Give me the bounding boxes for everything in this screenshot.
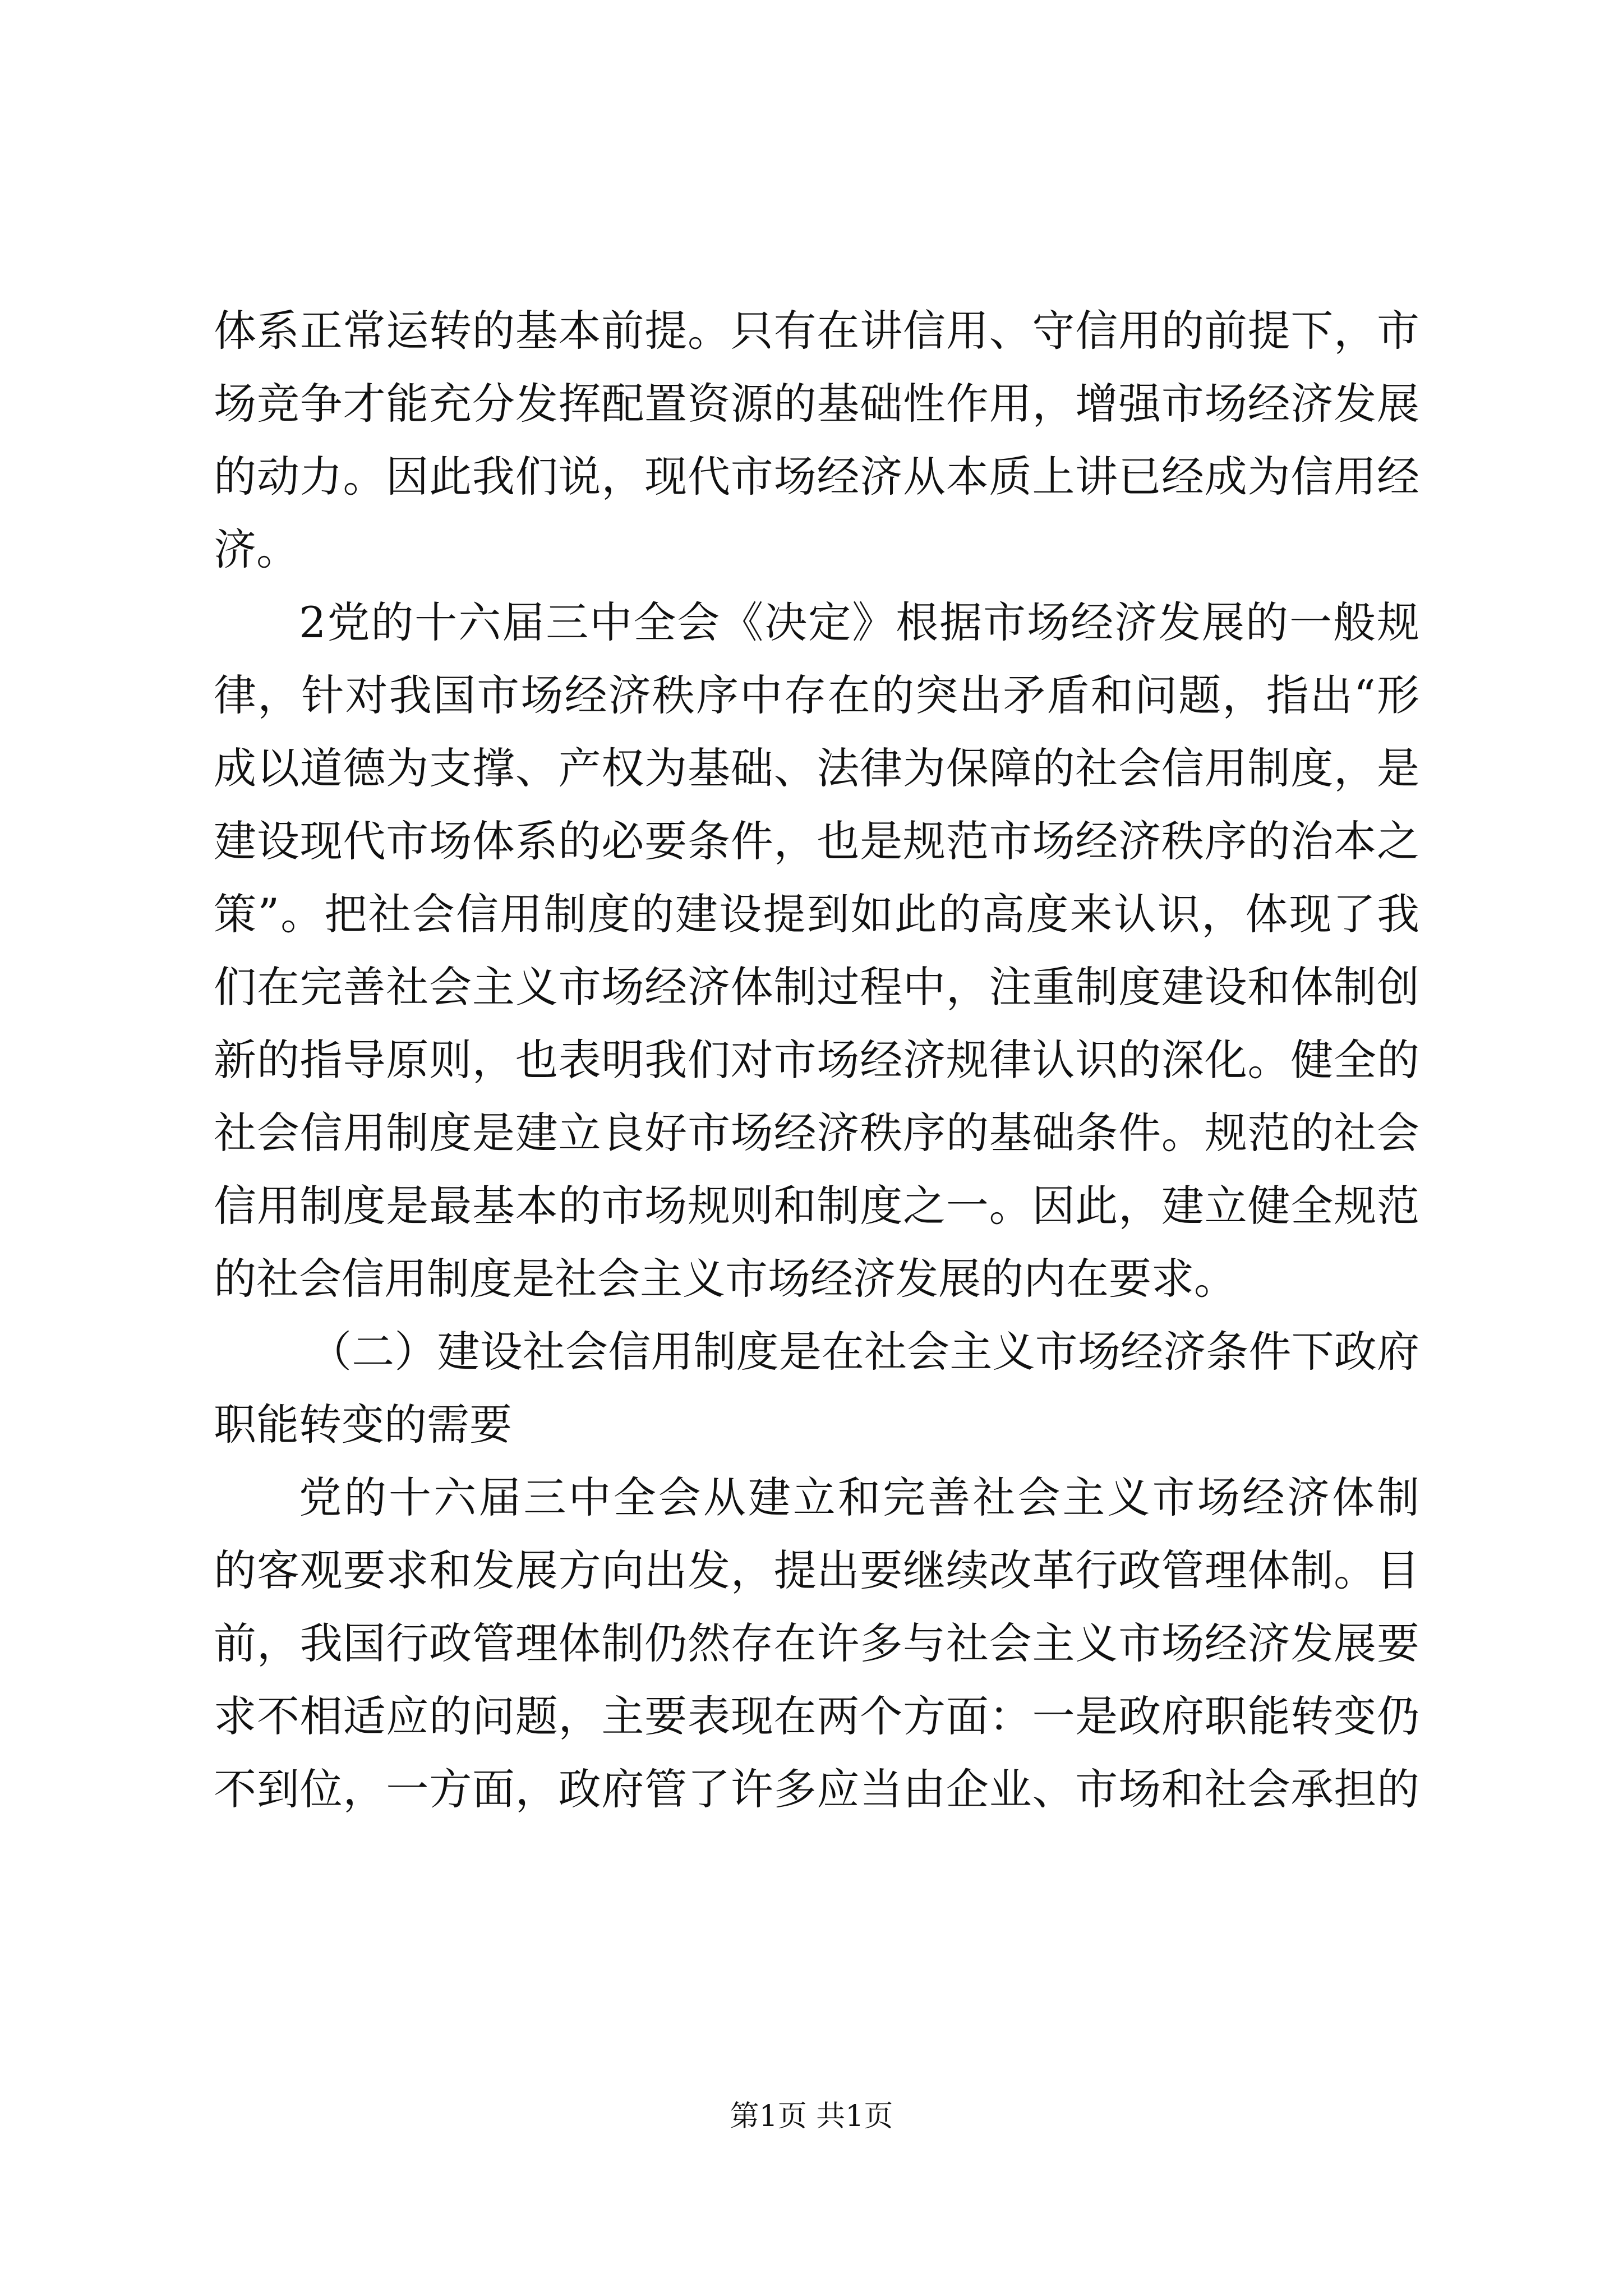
section-heading-line-1: （二）建设社会信用制度是在社会主义市场经济条件下政府 xyxy=(309,1327,1419,1377)
paragraph-4-line-5: 不到位，一方面，政府管了许多应当由企业、市场和社会承担的 xyxy=(214,1764,1419,1814)
paragraph-2-line-2: 律，针对我国市场经济秩序中存在的突出矛盾和问题，指出“形 xyxy=(214,670,1419,720)
document-body xyxy=(214,295,1419,1826)
paragraph-4-line-2: 的客观要求和发展方向出发，提出要继续改革行政管理体制。目 xyxy=(214,1545,1419,1595)
paragraph-2-line-1: 2党的十六届三中全会《决定》根据市场经济发展的一般规 xyxy=(299,597,1419,647)
paragraph-4-line-4: 求不相适应的问题，主要表现在两个方面：一是政府职能转变仍 xyxy=(214,1691,1419,1741)
page-footer: 第1页 共1页 xyxy=(730,2100,893,2133)
paragraph-1-line-3: 的动力。因此我们说，现代市场经济从本质上讲已经成为信用经 xyxy=(214,452,1419,501)
paragraph-2-line-7: 新的指导原则，也表明我们对市场经济规律认识的深化。健全的 xyxy=(214,1035,1419,1085)
paragraph-2-line-5: 策”。把社会信用制度的建设提到如此的高度来认识，体现了我 xyxy=(214,889,1419,939)
section-heading-line-2: 职能转变的需要 xyxy=(214,1400,512,1450)
paragraph-1-line-1: 体系正常运转的基本前提。只有在讲信用、守信用的前提下，市 xyxy=(214,306,1419,356)
paragraph-2-line-9: 信用制度是最基本的市场规则和制度之一。因此，建立健全规范 xyxy=(214,1181,1419,1231)
paragraph-2-line-8: 社会信用制度是建立良好市场经济秩序的基础条件。规范的社会 xyxy=(214,1108,1419,1158)
paragraph-1-line-4: 济。 xyxy=(214,524,299,574)
paragraph-2-line-4: 建设现代市场体系的必要条件，也是规范市场经济秩序的治本之 xyxy=(214,816,1419,866)
paragraph-2-line-3: 成以道德为支撑、产权为基础、法律为保障的社会信用制度，是 xyxy=(214,743,1419,793)
paragraph-4-line-3: 前，我国行政管理体制仍然存在许多与社会主义市场经济发展要 xyxy=(214,1618,1419,1668)
paragraph-1-line-2: 场竞争才能充分发挥配置资源的基础性作用，增强市场经济发展 xyxy=(214,379,1419,429)
paragraph-4-line-1: 党的十六届三中全会从建立和完善社会主义市场经济体制 xyxy=(299,1473,1419,1522)
paragraph-2-line-10: 的社会信用制度是社会主义市场经济发展的内在要求。 xyxy=(214,1254,1237,1304)
paragraph-2-line-6: 们在完善社会主义市场经济体制过程中，注重制度建设和体制创 xyxy=(214,962,1419,1012)
